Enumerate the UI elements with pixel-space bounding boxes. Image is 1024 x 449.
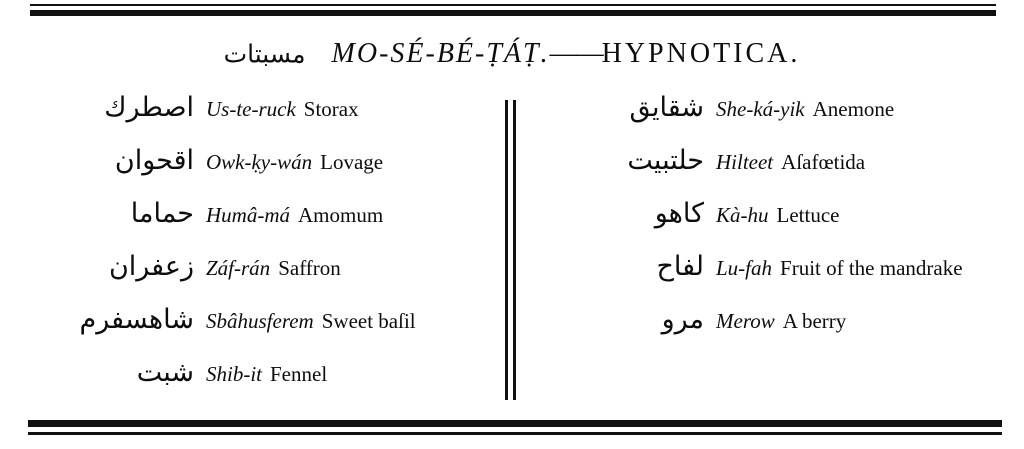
glossary-column-right bbox=[540, 92, 1002, 357]
gloss: Fruit of the mandrake bbox=[780, 256, 963, 280]
list-item bbox=[540, 198, 1002, 251]
transliteration: She-ká-yik bbox=[716, 97, 805, 121]
arabic-term: شبت bbox=[136, 357, 194, 388]
column-divider-rule bbox=[505, 100, 516, 400]
arabic-term: حماما bbox=[130, 198, 194, 229]
list-item bbox=[540, 92, 1002, 145]
gloss: Lettuce bbox=[776, 203, 840, 227]
page-title bbox=[0, 38, 1024, 70]
gloss: A berry bbox=[782, 309, 847, 333]
transliteration: Shib-it bbox=[206, 362, 262, 386]
heading-dash: —— bbox=[549, 38, 602, 69]
list-item bbox=[30, 198, 492, 251]
arabic-term: شاهسفرم bbox=[79, 304, 194, 335]
gloss: Fennel bbox=[270, 362, 328, 386]
arabic-term: مرو bbox=[661, 304, 704, 335]
gloss: Lovage bbox=[320, 150, 384, 174]
list-item bbox=[540, 304, 1002, 357]
top-thick-rule bbox=[30, 10, 996, 16]
list-item bbox=[540, 251, 1002, 304]
list-item bbox=[30, 304, 492, 357]
arabic-term: اصطرك bbox=[104, 92, 194, 123]
transliteration: Us-te-ruck bbox=[206, 97, 296, 121]
arabic-term: كاهو bbox=[654, 198, 704, 229]
heading-transliteration: MO-SÉ-BÉ-ṬÁṬ. bbox=[331, 38, 550, 69]
transliteration: Lu-fah bbox=[716, 256, 773, 280]
gloss: Anemone bbox=[812, 97, 895, 121]
gloss: Saffron bbox=[278, 256, 341, 280]
gloss: Aſafœtida bbox=[781, 150, 866, 174]
arabic-term: حلتبيت bbox=[627, 145, 704, 176]
arabic-term: لفاح bbox=[656, 251, 704, 282]
transliteration: Owk-ḳy-wán bbox=[206, 150, 313, 174]
transliteration: Humâ-má bbox=[206, 203, 290, 227]
glossary-column-left bbox=[30, 92, 492, 410]
arabic-term: اقحوان bbox=[114, 145, 194, 176]
transliteration: Sbâhusferem bbox=[206, 309, 314, 333]
arabic-term: زعفران bbox=[108, 251, 194, 282]
transliteration: Merow bbox=[716, 309, 775, 333]
list-item bbox=[30, 251, 492, 304]
list-item bbox=[30, 145, 492, 198]
gloss: Amomum bbox=[298, 203, 384, 227]
gloss: Sweet baſil bbox=[321, 309, 416, 333]
bottom-thin-rule bbox=[28, 432, 1002, 435]
top-thin-rule bbox=[30, 4, 996, 6]
list-item bbox=[540, 145, 1002, 198]
transliteration: Kà-hu bbox=[716, 203, 769, 227]
heading-arabic-term: مسبتات bbox=[223, 39, 306, 69]
list-item bbox=[30, 92, 492, 145]
glossary-columns bbox=[0, 92, 1024, 412]
heading-latin-term: HYPNOTICA. bbox=[601, 38, 801, 69]
gloss: Storax bbox=[303, 97, 359, 121]
transliteration: Hilteet bbox=[716, 150, 774, 174]
arabic-term: شقايق bbox=[629, 92, 704, 123]
transliteration: Záf-rán bbox=[206, 256, 271, 280]
bottom-thick-rule bbox=[28, 420, 1002, 427]
list-item bbox=[30, 357, 492, 410]
